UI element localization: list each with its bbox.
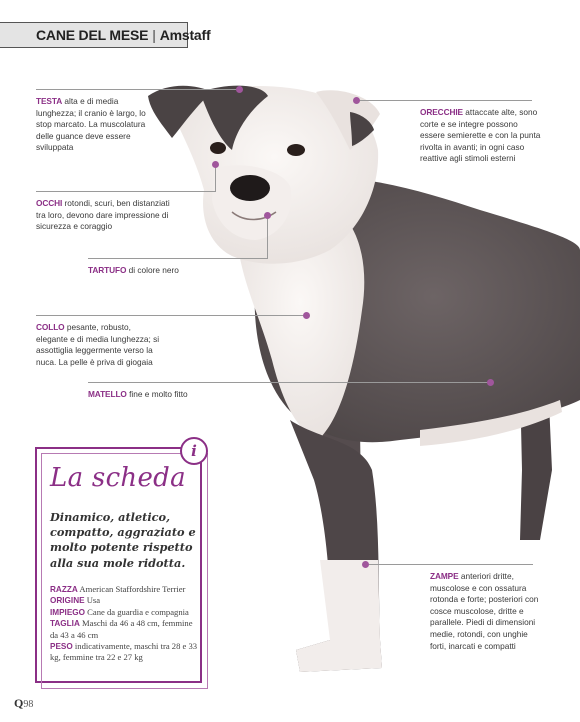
occhi-label: OCCHI [36, 198, 63, 208]
testa-annotation [36, 96, 154, 154]
tartufo-leader-up [267, 215, 268, 258]
orecchie-leader [356, 100, 532, 101]
fact-impiego: IMPIEGO Cane da guardia e compagnia [50, 606, 189, 617]
zampe-annotation [430, 571, 540, 652]
zampe-leader [365, 564, 533, 565]
fact-origine: ORIGINE Usa [50, 595, 101, 606]
orecchie-text: attaccate alte, sono corte e se integre possono essere semierette e con la punta rivolta in avanti; in ogni caso reattive agli stimoli esterni [420, 107, 541, 164]
occhi-text: rotondi, scuri, ben distanziati tra loro, devono dare impressione di sicurezza e coraggio [36, 198, 170, 232]
zampe-text: anteriori dritte, muscolose e con ossatura rotonda e forte; posteriori con cosce muscolose, dritte e parallele. Piedi di dimensioni medie, rotondi, con unghie forti, inarcati e compatti [430, 571, 539, 651]
occhi-leader [36, 191, 216, 192]
collo-leader [36, 315, 306, 316]
testa-dot [236, 86, 243, 93]
collo-dot [303, 312, 310, 319]
page-number [14, 696, 33, 711]
zampe-dot [362, 561, 369, 568]
tartufo-dot [264, 212, 271, 219]
occhi-annotation [36, 198, 176, 233]
orecchie-label: ORECCHIE [420, 107, 463, 117]
orecchie-annotation [420, 107, 542, 165]
tartufo-leader [88, 258, 268, 259]
dog-right-eye [287, 144, 305, 156]
scheda-description: Dinamico, atletico, compatto, aggraziato e molto potente rispetto alla sua mole ridotta. [50, 510, 196, 570]
page-number-value: 98 [23, 699, 34, 710]
fact-razza: RAZZA American Staffordshire Terrier [50, 584, 186, 594]
dog-nose [230, 175, 270, 201]
mantello-annotation [88, 389, 248, 401]
breed-name: Amstaff [159, 27, 211, 43]
magazine-logo: Q [14, 696, 24, 710]
tartufo-text: di colore nero [126, 265, 179, 275]
mantello-leader [88, 382, 490, 383]
fact-taglia: TAGLIA Maschi da 46 a 48 cm, femmine da 43 a 46 cm [50, 618, 193, 640]
testa-label: TESTA [36, 96, 63, 106]
testa-leader [36, 89, 239, 90]
fact-peso: PESO indicativamente, maschi tra 28 e 33 kg, femmine tra 22 e 27 kg [50, 641, 198, 663]
zampe-label: ZAMPE [430, 571, 459, 581]
mantello-label: MATELLO [88, 389, 127, 399]
mantello-dot [487, 379, 494, 386]
tartufo-label: TARTUFO [88, 265, 127, 275]
section-name: CANE DEL MESE [36, 27, 149, 43]
dog-front-leg-white [296, 560, 382, 672]
info-icon: i [180, 437, 208, 465]
section-header [0, 22, 211, 48]
scheda-title: La scheda [50, 463, 186, 493]
mantello-text: fine e molto fitto [126, 389, 188, 399]
occhi-dot [212, 161, 219, 168]
orecchie-dot [353, 97, 360, 104]
occhi-leader-up [215, 165, 216, 191]
tartufo-annotation [88, 265, 248, 277]
collo-label: COLLO [36, 322, 65, 332]
header-separator: | [152, 27, 156, 43]
dog-left-eye [210, 142, 226, 154]
scheda-facts [50, 584, 200, 664]
collo-text: pesante, robusto, elegante e di media lunghezza; si assottiglia leggermente verso la nuca. La pelle è priva di giogaia [36, 322, 160, 367]
collo-annotation [36, 322, 164, 368]
testa-text: alta e di media lunghezza; il cranio è largo, lo stop marcato. La muscolatura delle guance deve essere sviluppata [36, 96, 146, 153]
